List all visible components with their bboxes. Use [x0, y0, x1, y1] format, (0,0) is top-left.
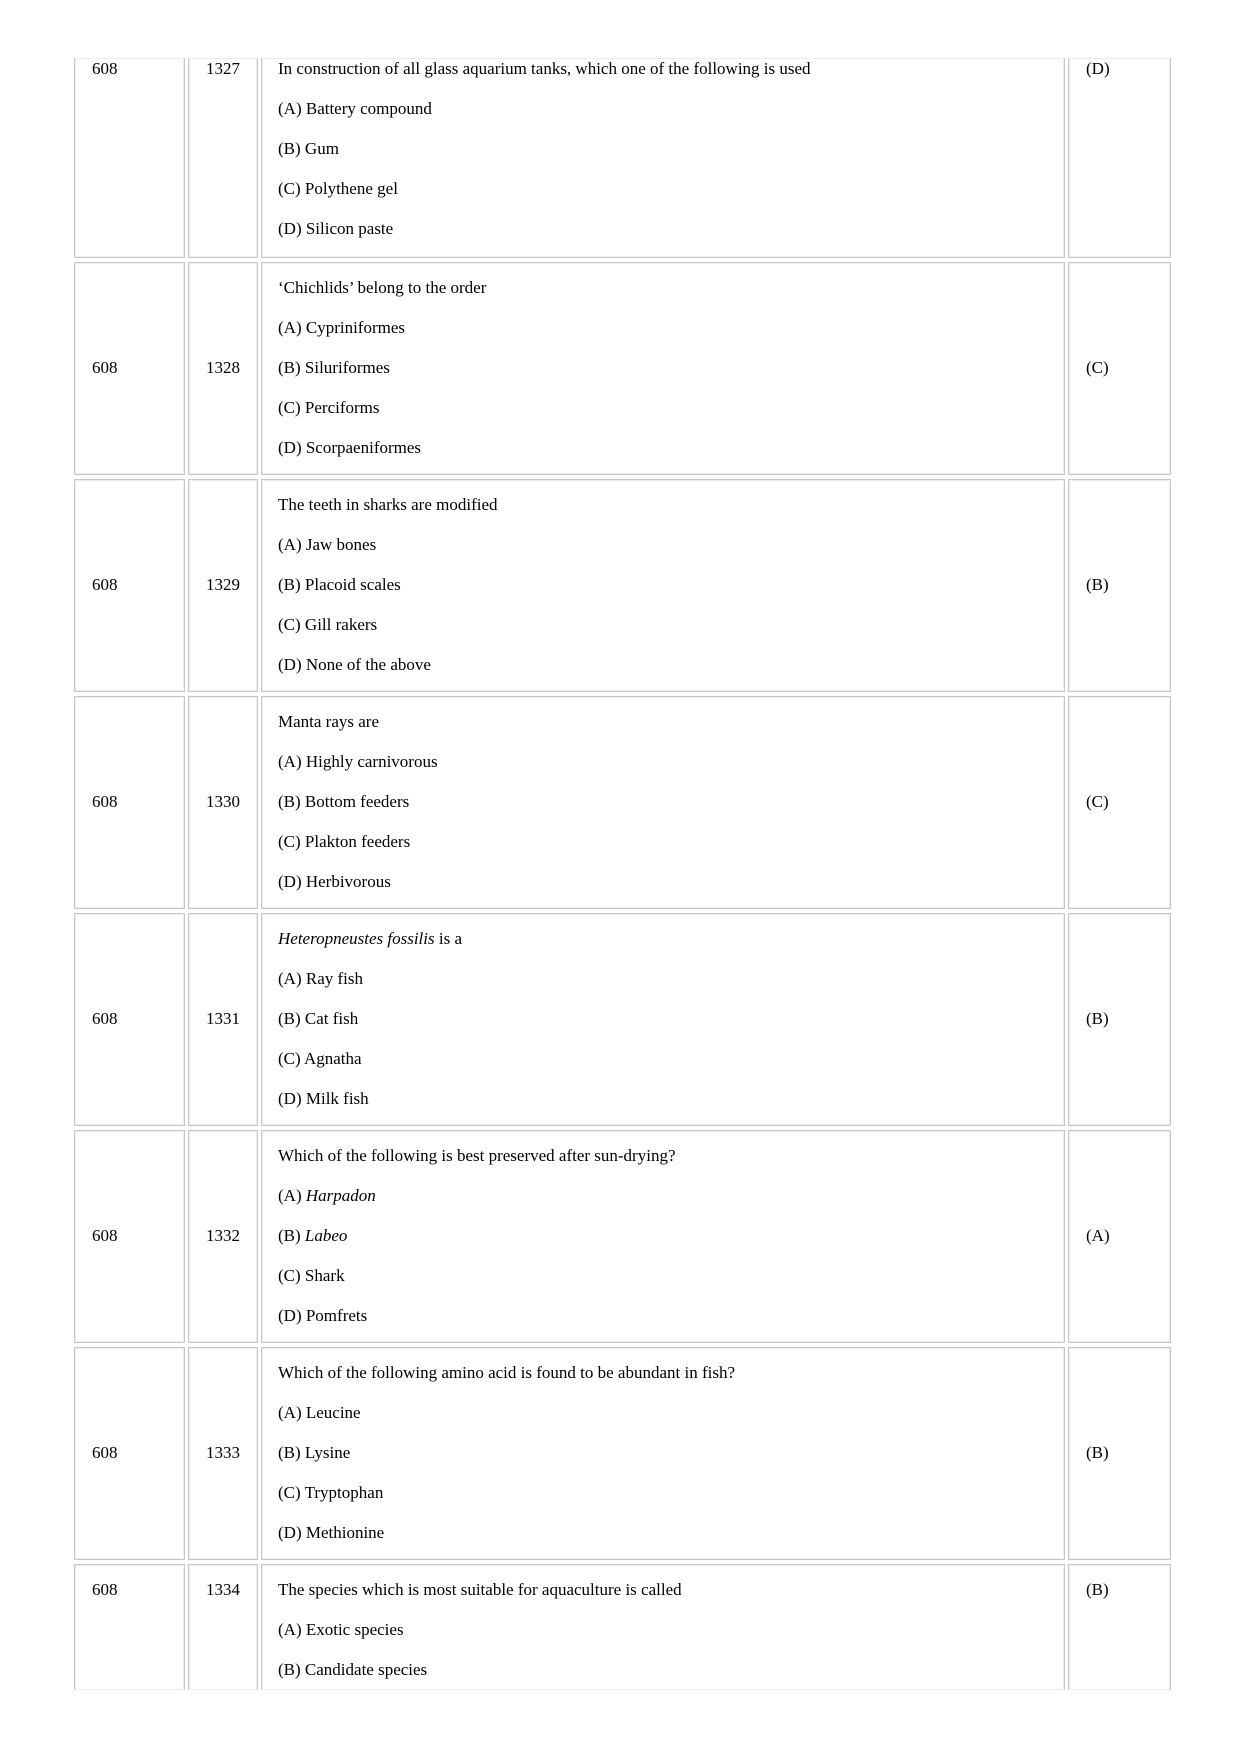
question-number-cell: 1331 — [188, 913, 258, 1126]
option-d: (D) Scorpaeniformes — [278, 438, 422, 457]
option-d: (D) Milk fish — [278, 1089, 369, 1108]
option-c: (C) Plakton feeders — [278, 832, 411, 851]
option-a: (A) Highly carnivorous — [278, 752, 438, 771]
question-number-cell: 1328 — [188, 262, 258, 475]
table-row — [74, 1564, 1171, 1690]
subject-code-cell: 608 — [74, 696, 185, 909]
option-b: (B) Bottom feeders — [278, 792, 410, 811]
option-a: (A) Battery compound — [278, 99, 432, 118]
question-cell — [261, 262, 1065, 475]
table-row — [74, 1130, 1171, 1343]
option-b: (B) Placoid scales — [278, 575, 401, 594]
question-cell — [261, 913, 1065, 1126]
question-number-cell: 1333 — [188, 1347, 258, 1560]
species-name: Heteropneustes fossilis — [278, 929, 435, 948]
option-b: (B) Lysine — [278, 1443, 351, 1462]
option-a: (A) Leucine — [278, 1403, 361, 1422]
option-a: (A) Exotic species — [278, 1620, 404, 1639]
question-table — [74, 58, 1171, 1694]
question-cell — [261, 1347, 1065, 1560]
table-row — [74, 913, 1171, 1126]
table-row — [74, 262, 1171, 475]
answer-cell: (B) — [1068, 913, 1171, 1126]
option-a: (A) Jaw bones — [278, 535, 377, 554]
option-b: (B) Candidate species — [278, 1660, 428, 1679]
option-c: (C) Tryptophan — [278, 1483, 384, 1502]
subject-code-cell: 608 — [74, 262, 185, 475]
answer-cell: (D) — [1068, 58, 1171, 258]
option-d: (D) Pomfrets — [278, 1306, 368, 1325]
option-b: (B) Siluriformes — [278, 358, 390, 377]
question-number-cell: 1329 — [188, 479, 258, 692]
table-row — [74, 696, 1171, 909]
subject-code-cell: 608 — [74, 1347, 185, 1560]
option-c: (C) Agnatha — [278, 1049, 362, 1068]
table-row — [74, 479, 1171, 692]
subject-code-cell: 608 — [74, 1130, 185, 1343]
answer-cell: (C) — [1068, 696, 1171, 909]
subject-code-cell: 608 — [74, 913, 185, 1126]
question-text: Heteropneustes fossilis is a — [278, 929, 463, 948]
option-a: (A) Cypriniformes — [278, 318, 406, 337]
question-text: Manta rays are — [278, 712, 380, 731]
answer-cell: (A) — [1068, 1130, 1171, 1343]
option-a: (A) Harpadon — [278, 1186, 376, 1205]
question-cell — [261, 479, 1065, 692]
option-b: (B) Labeo — [278, 1226, 348, 1245]
option-c: (C) Gill rakers — [278, 615, 378, 634]
option-c: (C) Polythene gel — [278, 179, 398, 198]
question-text: Which of the following amino acid is found to be abundant in fish? — [278, 1363, 736, 1382]
subject-code-cell: 608 — [74, 479, 185, 692]
question-cell — [261, 696, 1065, 909]
option-d: (D) None of the above — [278, 655, 431, 674]
question-number-cell: 1334 — [188, 1564, 258, 1690]
question-number-cell: 1327 — [188, 58, 258, 258]
option-a: (A) Ray fish — [278, 969, 363, 988]
answer-cell: (B) — [1068, 1347, 1171, 1560]
question-text: In construction of all glass aquarium tanks, which one of the following is used — [278, 59, 811, 78]
option-c: (C) Shark — [278, 1266, 345, 1285]
option-b: (B) Gum — [278, 139, 339, 158]
option-d: (D) Methionine — [278, 1523, 385, 1542]
question-number-cell: 1330 — [188, 696, 258, 909]
table-row — [74, 1347, 1171, 1560]
subject-code-cell: 608 — [74, 1564, 185, 1690]
answer-cell: (C) — [1068, 262, 1171, 475]
question-text: ‘Chichlids’ belong to the order — [278, 278, 487, 297]
subject-code-cell: 608 — [74, 58, 185, 258]
option-c: (C) Perciforms — [278, 398, 380, 417]
answer-cell: (B) — [1068, 479, 1171, 692]
question-text: The species which is most suitable for aquaculture is called — [278, 1580, 682, 1599]
question-number-cell: 1332 — [188, 1130, 258, 1343]
question-cell — [261, 58, 1065, 258]
table-row — [74, 58, 1171, 258]
question-text: Which of the following is best preserved after sun-drying? — [278, 1146, 676, 1165]
option-b: (B) Cat fish — [278, 1009, 359, 1028]
question-cell — [261, 1130, 1065, 1343]
question-text: The teeth in sharks are modified — [278, 495, 498, 514]
option-d: (D) Silicon paste — [278, 219, 394, 238]
option-d: (D) Herbivorous — [278, 872, 391, 891]
question-cell — [261, 1564, 1065, 1690]
answer-cell: (B) — [1068, 1564, 1171, 1690]
